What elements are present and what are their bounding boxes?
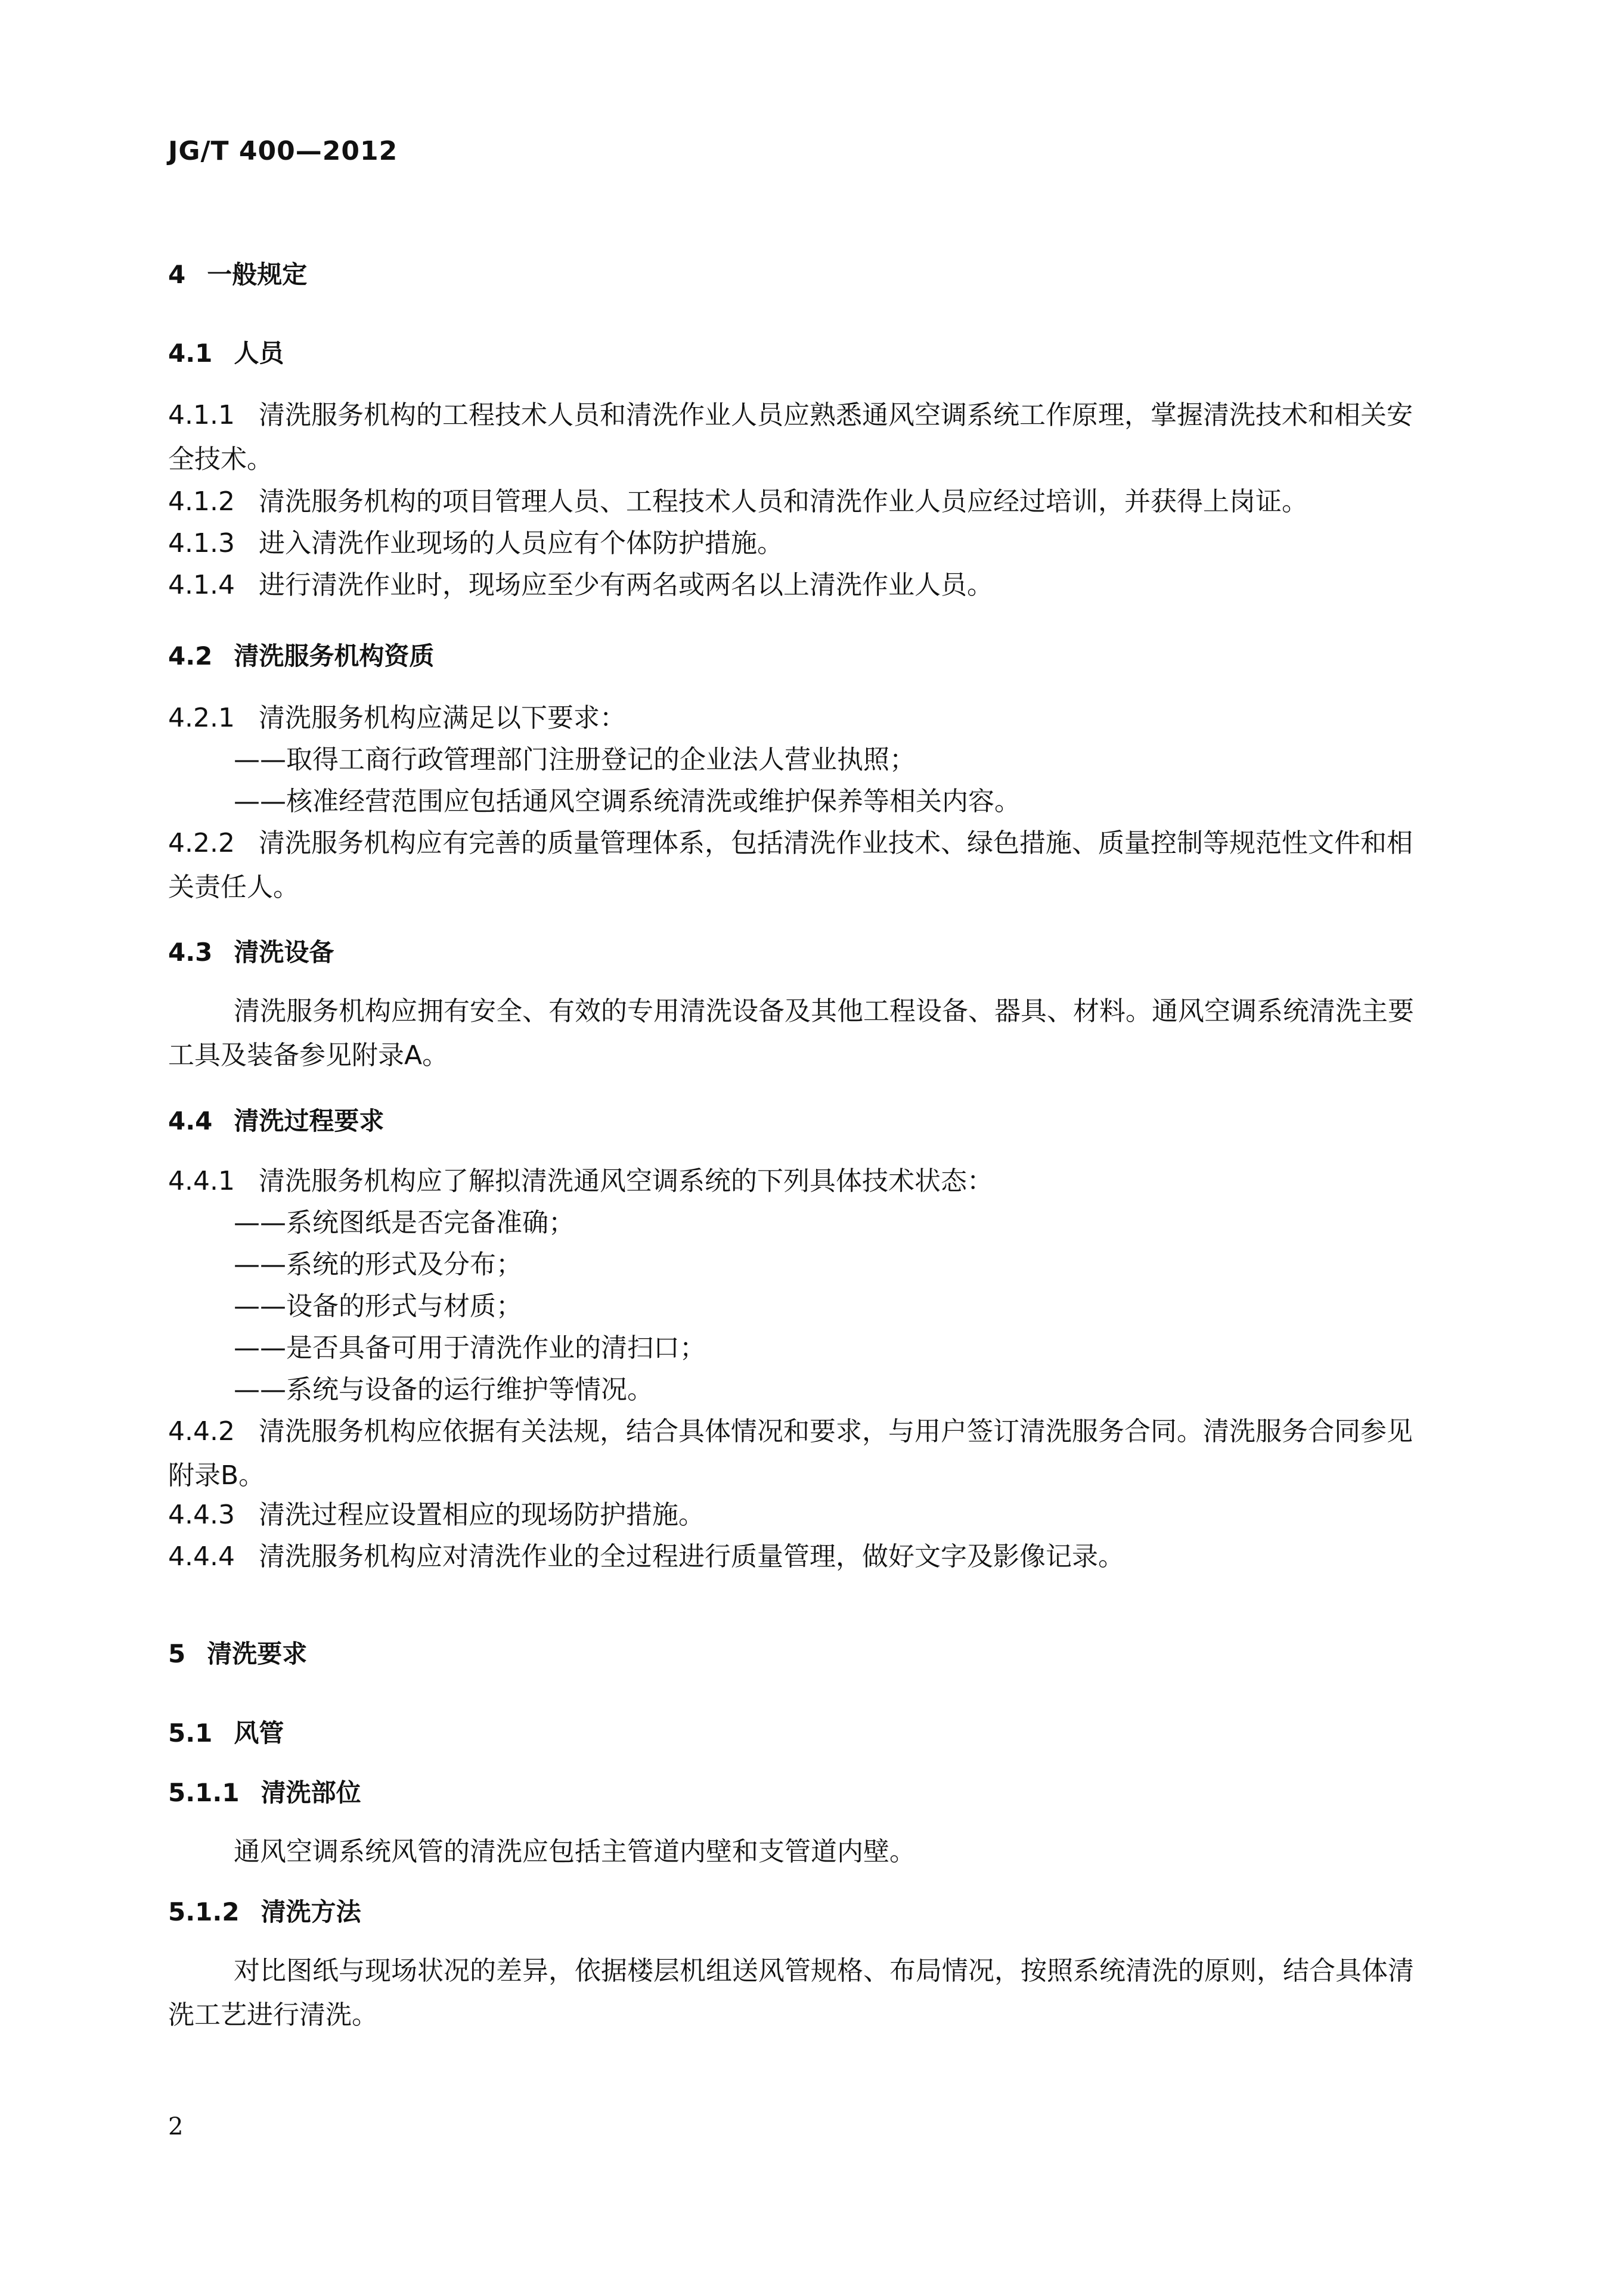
clause-4-1-1: 4.1.1 清洗服务机构的工程技术人员和清洗作业人员应熟悉通风空调系统工作原理，掌握清洗技术和相关安全技术。 — [168, 400, 1413, 474]
clause-4-1-3: 4.1.3 进入清洗作业现场的人员应有个体防护措施。 — [168, 528, 783, 559]
clause-4-2-1: 4.2.1 清洗服务机构应满足以下要求： — [168, 703, 626, 733]
clause-4-4-3: 4.4.3 清洗过程应设置相应的现场防护措施。 — [168, 1500, 705, 1530]
list-item-4-2-1-a: ——取得工商行政管理部门注册登记的企业法人营业执照； — [234, 744, 916, 775]
clause-5-1-2-text: 对比图纸与现场状况的差异，依据楼层机组送风管规格、布局情况，按照系统清洗的原则，结合具体清洗工艺进行清洗。 — [168, 1956, 1414, 2030]
section-5-1-1-heading: 5.1.1 清洗部位 — [168, 1778, 361, 1807]
list-item-4-4-1-c: ——设备的形式与材质； — [234, 1291, 522, 1321]
clause-4-3-text: 清洗服务机构应拥有安全、有效的专用清洗设备及其他工程设备、器具、材料。通风空调系统清洗主要工具及装备参见附录A。 — [168, 996, 1414, 1071]
section-4-heading: 4 一般规定 — [168, 260, 308, 289]
clause-4-4-2: 4.4.2 清洗服务机构应依据有关法规，结合具体情况和要求，与用户签订清洗服务合同。清洗服务合同参见附录B。 — [168, 1416, 1413, 1491]
clause-4-1-4: 4.1.4 进行清洗作业时，现场应至少有两名或两名以上清洗作业人员。 — [168, 570, 993, 600]
list-item-4-4-1-e: ——系统与设备的运行维护等情况。 — [234, 1375, 653, 1405]
clause-4-4-1: 4.4.1 清洗服务机构应了解拟清洗通风空调系统的下列具体技术状态： — [168, 1166, 993, 1196]
standard-code-header: JG/T 400—2012 — [168, 136, 398, 166]
page-number: 2 — [168, 2113, 184, 2140]
list-item-4-2-1-b: ——核准经营范围应包括通风空调系统清洗或维护保养等相关内容。 — [234, 786, 1021, 817]
section-5-heading: 5 清洗要求 — [168, 1639, 308, 1668]
list-item-4-4-1-b: ——系统的形式及分布； — [234, 1249, 522, 1280]
list-item-4-4-1-a: ——系统图纸是否完备准确； — [234, 1208, 575, 1238]
section-4-3-heading: 4.3 清洗设备 — [168, 938, 334, 967]
section-4-4-heading: 4.4 清洗过程要求 — [168, 1106, 385, 1135]
clause-4-4-4: 4.4.4 清洗服务机构应对清洗作业的全过程进行质量管理，做好文字及影像记录。 — [168, 1541, 1124, 1572]
list-item-4-4-1-d: ——是否具备可用于清洗作业的清扫口； — [234, 1333, 706, 1363]
section-5-1-heading: 5.1 风管 — [168, 1718, 284, 1748]
section-5-1-2-heading: 5.1.2 清洗方法 — [168, 1897, 361, 1926]
clause-5-1-1-text: 通风空调系统风管的清洗应包括主管道内壁和支管道内壁。 — [234, 1836, 916, 1867]
clause-4-1-2: 4.1.2 清洗服务机构的项目管理人员、工程技术人员和清洗作业人员应经过培训，并获得上岗证。 — [168, 486, 1308, 517]
section-4-2-heading: 4.2 清洗服务机构资质 — [168, 641, 435, 671]
section-4-1-heading: 4.1 人员 — [168, 339, 284, 368]
clause-4-2-2: 4.2.2 清洗服务机构应有完善的质量管理体系，包括清洗作业技术、绿色措施、质量控制等规范性文件和相关责任人。 — [168, 828, 1413, 902]
